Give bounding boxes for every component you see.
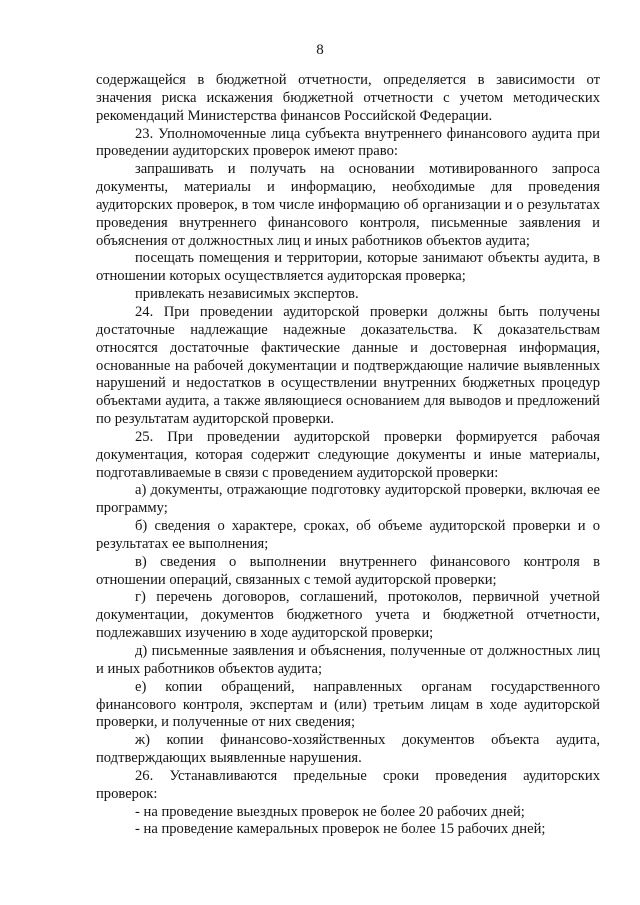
paragraph-right-experts: привлекать независимых экспертов.	[135, 286, 359, 303]
paragraph-right-visit: посещать помещения и территории, которые занимают объекты аудита, в отношении которых осуществляется аудиторская проверка;	[96, 250, 600, 285]
list-item-desk-audits: - на проведение камеральных проверок не более 15 рабочих дней;	[135, 821, 546, 838]
list-item-e: е) копии обращений, направленных органам государственного финансового контроля, экспертам и (или) третьим лицам в ходе аудиторской проверки, и полученные от них сведения;	[96, 678, 600, 731]
list-item-field-audits: - на проведение выездных проверок не более 20 рабочих дней;	[135, 803, 525, 820]
list-item-g: г) перечень договоров, соглашений, протоколов, первичной учетной документации, документов бюджетного учета и бюджетной отчетности, подлежавших изучению в ходе аудиторской проверки;	[96, 589, 600, 642]
paragraph-continuation: содержащейся в бюджетной отчетности, определяется в зависимости от значения риска искажения бюджетной отчетности с учетом методических рекомендаций Министерства финансов Российской Федерации.	[96, 72, 600, 124]
list-item-b: б) сведения о характере, сроках, об объеме аудиторской проверки и о результатах ее выполнения;	[96, 518, 600, 552]
list-item-a: а) документы, отражающие подготовку аудиторской проверки, включая ее программу;	[96, 482, 600, 517]
paragraph-item-24: 24. При проведении аудиторской проверки должны быть получены достаточные надлежащие надежные доказательства. К доказательствам относятся достаточные фактические данные и достоверная информация, основанные на рабочей документации и подтверждающие наличие выявленных нарушений и недостатков в осуществлении внутренних бюджетных процедур объектами аудита, а также являющиеся основанием для выводов и предложений по результатам аудиторской проверки.	[96, 303, 600, 428]
paragraph-right-request: запрашивать и получать на основании мотивированного запроса документы, материалы и информацию, необходимые для проведения аудиторских проверок, в том числе информацию об организации и о результатах проведения внутреннего финансового контроля, письменные заявления и объяснения от должностных лиц и иных работников объектов аудита;	[96, 161, 600, 249]
page-number: 8	[316, 42, 324, 58]
list-item-zh: ж) копии финансово-хозяйственных документов объекта аудита, подтверждающих выявленные нарушения.	[96, 732, 600, 767]
list-item-v: в) сведения о выполнении внутреннего финансового контроля в отношении операций, связанных с темой аудиторской проверки;	[96, 553, 600, 588]
document-body	[96, 72, 600, 839]
list-item-d: д) письменные заявления и объяснения, полученные от должностных лиц и иных работников объектов аудита;	[96, 643, 600, 677]
paragraph-item-25: 25. При проведении аудиторской проверки формируется рабочая документация, которая содержит следующие документы и иные материалы, подготавливаемые в связи с проведением аудиторской проверки:	[96, 428, 600, 481]
paragraph-item-23: 23. Уполномоченные лица субъекта внутреннего финансового аудита при проведении аудиторских проверок имеют право:	[96, 125, 600, 160]
paragraph-item-26: 26. Устанавливаются предельные сроки проведения аудиторских проверок:	[96, 767, 600, 802]
